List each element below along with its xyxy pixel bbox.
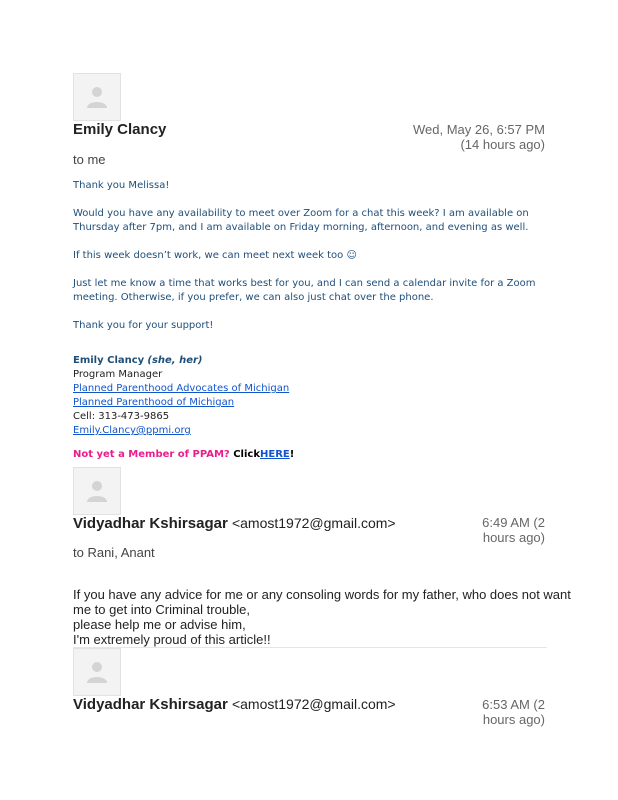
signature-name: Emily Clancy <box>73 355 145 366</box>
body-line: I'm extremely proud of this article!! <box>73 632 271 647</box>
body-paragraph: Thank you Melissa! <box>73 180 170 191</box>
body-paragraph: If this week doesn’t work, we can meet next week too ☺ <box>73 250 357 261</box>
avatar <box>73 648 121 696</box>
body-paragraph: Would you have any availability to meet over Zoom for a chat this week? I am available on Thursday after 7pm, and I am available on Friday morning, afternoon, and evening as well. <box>73 208 529 233</box>
message-divider <box>73 647 547 648</box>
message-date: 6:53 AM (2 hours ago) <box>482 697 545 727</box>
signature-pronouns: (she, her) <box>147 355 203 366</box>
signature-cell: Cell: 313-473-9865 <box>73 411 170 422</box>
avatar <box>73 73 121 121</box>
sender-email: <amost1972@gmail.com> <box>231 696 396 712</box>
person-icon <box>87 480 107 502</box>
avatar <box>73 467 121 515</box>
body-paragraph: Just let me know a time that works best for you, and I can send a calendar invite for a Zoom meeting. Otherwise, if you prefer, we can also just chat over the phone. <box>73 278 536 303</box>
signature-link-ppam[interactable]: Planned Parenthood Advocates of Michigan <box>73 383 290 394</box>
message-body <box>73 587 571 647</box>
body-line: please help me or advise him, <box>73 617 246 632</box>
message-date: Wed, May 26, 6:57 PM (14 hours ago) <box>413 122 545 152</box>
cta-here-link[interactable]: HERE <box>260 449 290 460</box>
sender-email: <amost1972@gmail.com> <box>231 515 396 531</box>
cta-text: Not yet a Member of PPAM? <box>73 449 230 460</box>
message-date: 6:49 AM (2 hours ago) <box>482 515 545 545</box>
body-line: me to get into Criminal trouble, <box>73 602 251 617</box>
body-paragraph: Thank you for your support! <box>73 320 214 331</box>
body-line: If you have any advice for me or any consoling words for my father, who does not want <box>73 587 571 602</box>
cta-click: Click <box>233 449 260 460</box>
signature-name-line <box>73 354 473 368</box>
person-icon <box>87 86 107 108</box>
sender-name: Emily Clancy <box>73 121 167 138</box>
message-body <box>73 179 543 333</box>
membership-cta: Not yet a Member of PPAM? ClickHERE! <box>73 449 295 460</box>
signature-title: Program Manager <box>73 369 163 380</box>
sender-name: Vidyadhar Kshirsagar <amost1972@gmail.com> <box>73 696 396 713</box>
sender-name: Vidyadhar Kshirsagar <amost1972@gmail.com> <box>73 515 396 532</box>
recipients: to Rani, Anant <box>73 545 155 560</box>
signature-link-ppmi[interactable]: Planned Parenthood of Michigan <box>73 397 235 408</box>
signature-email-link[interactable]: Emily.Clancy@ppmi.org <box>73 425 191 436</box>
signature <box>73 354 473 438</box>
recipients: to me <box>73 152 106 167</box>
person-icon <box>87 661 107 683</box>
